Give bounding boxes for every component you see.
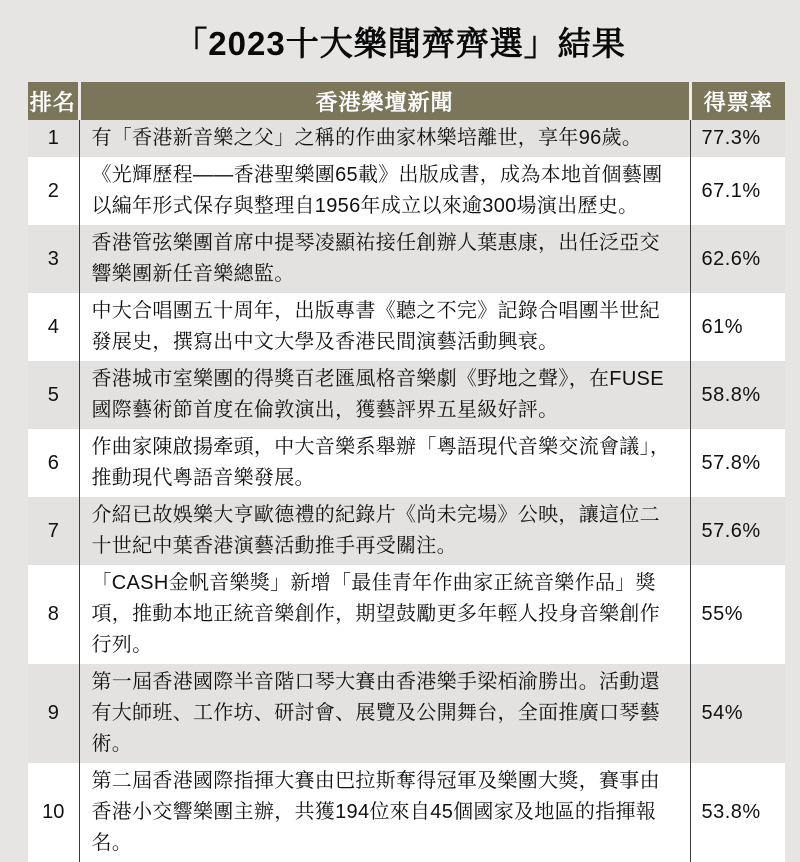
rate-cell: 57.8%: [690, 429, 785, 497]
table-row: [28, 157, 785, 225]
news-cell: 「CASH金帆音樂獎」新增「最佳青年作曲家正統音樂作品」獎項，推動本地正統音樂創作，期望鼓勵更多年輕人投身音樂創作行列。: [79, 565, 690, 664]
rank-cell: 5: [47, 383, 59, 406]
rank-cell: 3: [47, 247, 59, 270]
rank-cell: 6: [47, 451, 59, 474]
table-row: [28, 120, 785, 157]
table-header-row: [28, 82, 785, 120]
news-cell: 《光輝歷程——香港聖樂團65載》出版成書，成為本地首個藝團以編年形式保存與整理自1956年成立以來逾300場演出歷史。: [79, 157, 690, 225]
rate-cell: 55%: [690, 565, 785, 664]
column-header-rank: 排名: [28, 82, 79, 120]
rank-cell: 8: [47, 603, 59, 625]
rank-cell: 9: [47, 702, 59, 724]
rate-cell: 62.6%: [690, 225, 785, 293]
table-row: [28, 429, 785, 497]
news-cell: 介紹已故娛樂大亨歐德禮的紀錄片《尚未完場》公映，讓這位二十世紀中葉香港演藝活動推手再受關注。: [79, 497, 690, 565]
rate-cell: 53.8%: [690, 763, 785, 862]
table-row: [28, 763, 785, 862]
rank-cell: 10: [42, 801, 65, 823]
rate-cell: 57.6%: [690, 497, 785, 565]
page-title: 「2023十大樂聞齊齊選」結果: [174, 25, 626, 62]
rank-cell: 4: [47, 315, 59, 338]
news-cell: 作曲家陳啟揚牽頭，中大音樂系舉辦「粵語現代音樂交流會議」，推動現代粵語音樂發展。: [79, 429, 690, 497]
news-cell: 香港城市室樂團的得獎百老匯風格音樂劇《野地之聲》，在FUSE國際藝術節首度在倫敦演出，獲藝評界五星級好評。: [79, 361, 690, 429]
rate-cell: 61%: [690, 293, 785, 361]
rank-cell: 7: [47, 519, 59, 542]
news-cell: 有「香港新音樂之父」之稱的作曲家林樂培離世，享年96歲。: [79, 120, 690, 157]
table-body: [28, 120, 785, 862]
results-table-container: [28, 82, 785, 862]
results-table: [28, 82, 785, 862]
column-header-news: 香港樂壇新聞: [79, 82, 690, 120]
rank-cell: 2: [47, 179, 59, 202]
table-row: [28, 664, 785, 763]
rank-cell: 1: [47, 127, 59, 149]
column-header-rate: 得票率: [690, 82, 785, 120]
table-row: [28, 497, 785, 565]
news-cell: 第一屆香港國際半音階口琴大賽由香港樂手梁栢渝勝出。活動還有大師班、工作坊、研討會、展覽及公開舞台，全面推廣口琴藝術。: [79, 664, 690, 763]
news-cell: 香港管弦樂團首席中提琴凌顯祐接任創辦人葉惠康，出任泛亞交響樂團新任音樂總監。: [79, 225, 690, 293]
news-cell: 第二屆香港國際指揮大賽由巴拉斯奪得冠軍及樂團大獎，賽事由香港小交響樂團主辦，共獲194位來自45個國家及地區的指揮報名。: [79, 763, 690, 862]
rate-cell: 77.3%: [690, 120, 785, 157]
rate-cell: 54%: [690, 664, 785, 763]
table-row: [28, 293, 785, 361]
table-row: [28, 361, 785, 429]
table-row: [28, 225, 785, 293]
table-row: [28, 565, 785, 664]
rate-cell: 67.1%: [690, 157, 785, 225]
news-cell: 中大合唱團五十周年，出版專書《聽之不完》記錄合唱團半世紀發展史，撰寫出中文大學及香港民間演藝活動興衰。: [79, 293, 690, 361]
rate-cell: 58.8%: [690, 361, 785, 429]
